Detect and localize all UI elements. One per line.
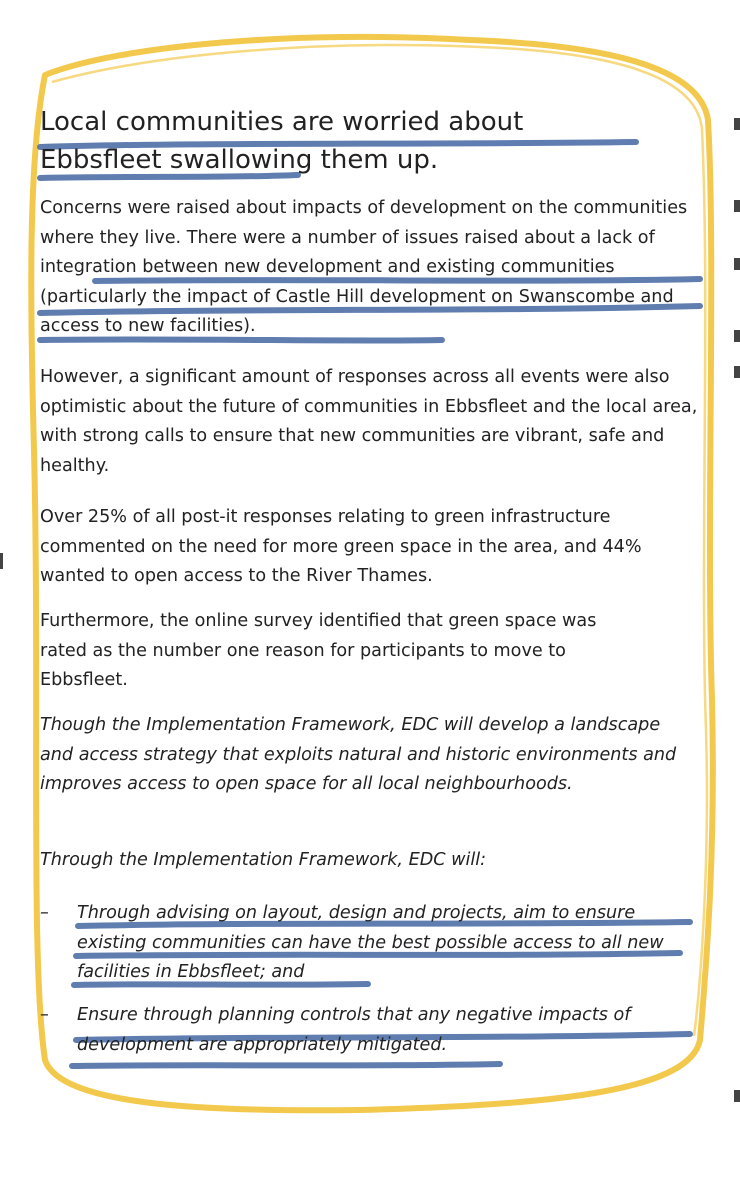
paragraph-optimism: However, a significant amount of responses across all events were also optimistic about the future of communities in Ebbsfleet and the local area, with strong calls to ensure that new communities are vibrant, safe and healthy. (40, 367, 698, 476)
adjacent-page-edge-mark (734, 200, 740, 212)
bullet-text: Ensure through planning controls that any negative impacts of development are appropriately mitigated. (77, 1005, 631, 1055)
paragraph-survey: Furthermore, the online survey identified that green space was rated as the number one reason for participants to move to Ebbsfleet. (40, 611, 597, 690)
adjacent-page-edge-mark (734, 1090, 740, 1102)
list-item (40, 899, 705, 988)
bullet-text: Through advising on layout, design and projects, aim to ensure existing communities can have the best possible access to all new facilities in Ebbsfleet; and (77, 903, 664, 982)
underline-bullet2-2 (72, 1064, 500, 1066)
bullet-dash: – (40, 903, 49, 923)
bullet-dash: – (40, 1005, 49, 1025)
paragraph-green-space-stats: Over 25% of all post-it responses relating to green infrastructure commented on the need for more green space in the area, and 44% wanted to open access to the River Thames. (40, 507, 642, 586)
adjacent-page-edge-mark (734, 118, 740, 130)
paragraph-concerns: Concerns were raised about impacts of development on the communities where they live. There were a number of issues raised about a lack of integration between new development and existing communities (particularly the impact of Castle Hill development on Swanscombe and access to new facilities). (40, 198, 688, 336)
section-heading: Local communities are worried about Ebbsfleet swallowing them up. (40, 107, 524, 175)
adjacent-page-edge-mark (734, 330, 740, 342)
paragraph-framework-strategy: Though the Implementation Framework, EDC will develop a landscape and access strategy that exploits natural and historic environments and improves access to open space for all local neighbourhoods. (40, 715, 677, 794)
adjacent-page-edge-mark (734, 366, 740, 378)
list-item (40, 1001, 705, 1060)
adjacent-page-edge-mark (734, 258, 740, 270)
left-margin-mark (0, 553, 3, 569)
paragraph-framework-intro: Through the Implementation Framework, EDC will: (40, 850, 487, 870)
